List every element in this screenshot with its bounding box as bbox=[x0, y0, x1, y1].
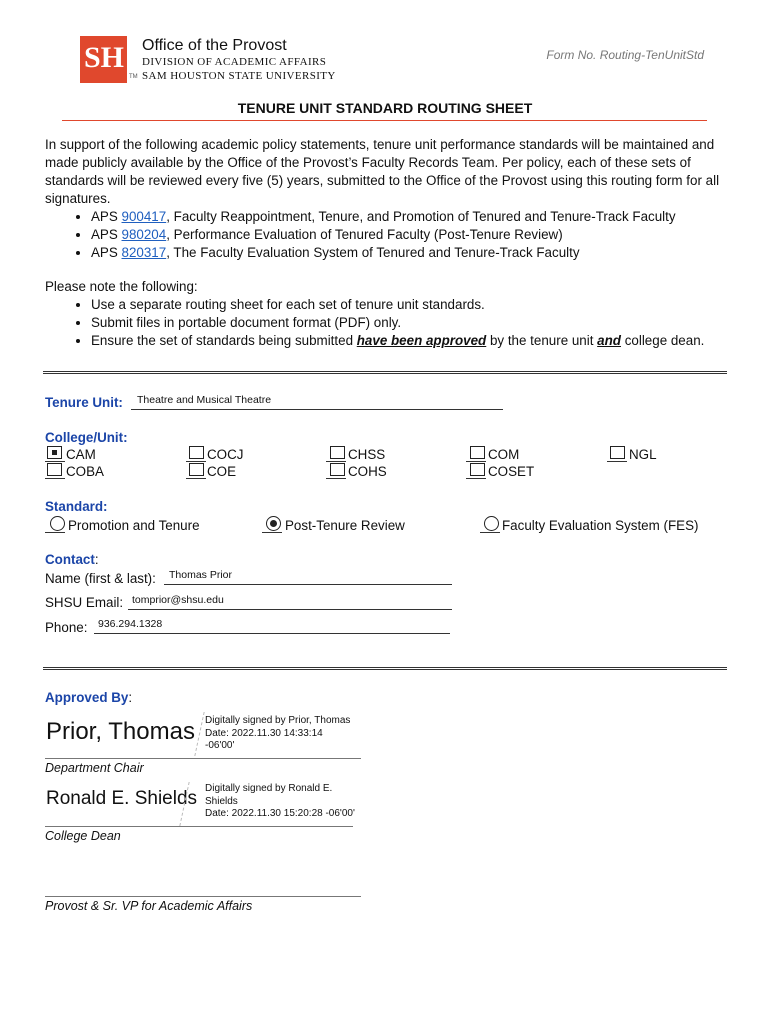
radio-underline bbox=[45, 532, 65, 533]
role-department-chair: Department Chair bbox=[45, 761, 144, 775]
signature-line-dean bbox=[45, 826, 353, 827]
note-item bbox=[91, 332, 725, 350]
policy-text: , Faculty Reappointment, Tenure, and Promotion of Tenured and Tenure-Track Faculty bbox=[166, 209, 676, 224]
policy-list bbox=[45, 208, 725, 262]
contact-name-value: Thomas Prior bbox=[169, 569, 233, 581]
policy-link-820317[interactable]: 820317 bbox=[121, 245, 167, 260]
org-name: Office of the Provost bbox=[142, 37, 287, 54]
policy-prefix: APS bbox=[91, 227, 122, 242]
contact-label: Contact bbox=[45, 552, 95, 567]
note-emphasis: have been approved bbox=[356, 333, 487, 348]
tenure-unit-field[interactable] bbox=[131, 395, 503, 410]
contact-name-field[interactable] bbox=[164, 570, 452, 585]
label-promotion-tenure: Promotion and Tenure bbox=[68, 518, 200, 533]
page-title: TENURE UNIT STANDARD ROUTING SHEET bbox=[237, 100, 533, 116]
policy-item bbox=[91, 244, 725, 262]
checkbox-chss[interactable] bbox=[330, 446, 345, 459]
contact-colon: : bbox=[94, 552, 99, 567]
tenure-unit-label: Tenure Unit: bbox=[45, 395, 123, 410]
notes-section bbox=[45, 278, 725, 350]
contact-email-value: tomprior@shsu.edu bbox=[132, 594, 224, 606]
signature-line: Shields bbox=[205, 795, 238, 807]
notes-list bbox=[45, 296, 725, 350]
contact-phone-label: Phone: bbox=[45, 620, 88, 635]
contact-phone-field[interactable] bbox=[94, 619, 450, 634]
checkbox-coe[interactable] bbox=[189, 463, 204, 476]
note-emphasis-and: and bbox=[597, 333, 621, 348]
intro-paragraph: In support of the following academic policy statements, tenure unit performance standards will be maintained and made publicly available by the Office of the Provost’s Faculty Records Team. Per policy, each of these sets of standards will be reviewed every five (5) years, submitted to the Office of the Provost using this routing form for all signatures. bbox=[45, 137, 720, 206]
approved-colon: : bbox=[128, 690, 133, 705]
label-cocj: COCJ bbox=[207, 447, 244, 462]
policy-item bbox=[91, 208, 725, 226]
org-university: SAM HOUSTON STATE UNIVERSITY bbox=[142, 70, 336, 82]
signature-line: Date: 2022.11.30 14:33:14 bbox=[205, 727, 323, 739]
contact-email-field[interactable] bbox=[128, 595, 452, 610]
radio-fes[interactable] bbox=[484, 516, 499, 531]
checkbox-underline bbox=[186, 461, 206, 462]
policy-text: , Performance Evaluation of Tenured Faculty (Post-Tenure Review) bbox=[166, 227, 563, 242]
checkbox-cam[interactable] bbox=[47, 446, 62, 459]
role-provost: Provost & Sr. VP for Academic Affairs bbox=[45, 899, 253, 913]
label-coe: COE bbox=[207, 464, 237, 479]
logo-letters: SH bbox=[84, 41, 125, 74]
policy-text: , The Faculty Evaluation System of Tenured and Tenure-Track Faculty bbox=[166, 245, 580, 260]
college-unit-label: College/Unit: bbox=[45, 430, 128, 445]
note-text: college dean. bbox=[620, 333, 705, 348]
digital-signature-chair bbox=[205, 715, 350, 753]
contact-phone-value: 936.294.1328 bbox=[98, 618, 163, 630]
form-number: Form No. Routing-TenUnitStd bbox=[546, 48, 704, 62]
checkbox-ngl[interactable] bbox=[610, 446, 625, 459]
label-cohs: COHS bbox=[348, 464, 387, 479]
section-divider bbox=[43, 371, 727, 374]
checkbox-underline bbox=[186, 478, 206, 479]
label-cam: CAM bbox=[66, 447, 96, 462]
contact-heading bbox=[45, 552, 99, 567]
section-divider bbox=[43, 667, 727, 670]
signature-name-chair[interactable]: Prior, Thomas bbox=[46, 718, 195, 745]
notes-heading: Please note the following: bbox=[45, 279, 198, 294]
signature-line: -06'00' bbox=[205, 740, 235, 751]
checkbox-cohs[interactable] bbox=[330, 463, 345, 476]
note-item: • Submit files in portable document format (PDF) only. bbox=[91, 314, 725, 332]
radio-underline bbox=[480, 532, 500, 533]
digital-signature-dean bbox=[205, 783, 355, 821]
signature-line-provost[interactable] bbox=[45, 896, 361, 897]
policy-link-900417[interactable]: 900417 bbox=[121, 209, 167, 224]
checkbox-underline bbox=[466, 461, 486, 462]
signature-name-dean[interactable]: Ronald E. Shields bbox=[46, 788, 198, 809]
checkbox-coset[interactable] bbox=[470, 463, 485, 476]
checkbox-com[interactable] bbox=[470, 446, 485, 459]
checkbox-cocj[interactable] bbox=[189, 446, 204, 459]
policy-prefix: APS bbox=[91, 245, 122, 260]
university-logo bbox=[80, 36, 127, 83]
checkbox-underline bbox=[607, 461, 627, 462]
checkbox-coba[interactable] bbox=[47, 463, 62, 476]
radio-post-tenure-review[interactable] bbox=[266, 516, 281, 531]
checkbox-underline bbox=[466, 478, 486, 479]
label-fes: Faculty Evaluation System (FES) bbox=[502, 518, 699, 533]
approved-heading bbox=[45, 690, 132, 705]
trademark-mark: TM bbox=[129, 74, 138, 80]
approved-label: Approved By bbox=[45, 690, 129, 705]
note-item: • Use a separate routing sheet for each set of tenure unit standards. bbox=[91, 296, 725, 314]
tenure-unit-value: Theatre and Musical Theatre bbox=[137, 394, 272, 406]
radio-promotion-tenure[interactable] bbox=[50, 516, 65, 531]
radio-underline bbox=[262, 532, 282, 533]
policy-item bbox=[91, 226, 725, 244]
contact-email-label: SHSU Email: bbox=[45, 595, 124, 610]
signature-line-chair bbox=[45, 758, 361, 759]
label-coset: COSET bbox=[488, 464, 535, 479]
policy-link-980204[interactable]: 980204 bbox=[121, 227, 167, 242]
policy-prefix: APS bbox=[91, 209, 122, 224]
note-text: Ensure the set of standards being submitted bbox=[91, 333, 357, 348]
standard-label: Standard: bbox=[45, 499, 108, 514]
signature-line: Date: 2022.11.30 15:20:28 -06'00' bbox=[205, 808, 355, 819]
label-ngl: NGL bbox=[629, 447, 657, 462]
checkbox-underline bbox=[326, 461, 346, 462]
label-post-tenure-review: Post-Tenure Review bbox=[285, 518, 405, 533]
signature-line: Digitally signed by Ronald E. bbox=[205, 783, 333, 794]
role-college-dean: College Dean bbox=[45, 829, 121, 843]
intro-section bbox=[45, 136, 725, 262]
signature-line: Digitally signed by Prior, Thomas bbox=[205, 715, 351, 726]
org-division: DIVISION OF ACADEMIC AFFAIRS bbox=[142, 56, 327, 68]
contact-name-label: Name (first & last): bbox=[45, 571, 156, 586]
title-divider bbox=[62, 120, 707, 121]
checkbox-underline bbox=[326, 478, 346, 479]
checkbox-underline bbox=[45, 461, 65, 462]
label-coba: COBA bbox=[66, 464, 104, 479]
note-text: by the tenure unit bbox=[486, 333, 598, 348]
label-com: COM bbox=[488, 447, 520, 462]
label-chss: CHSS bbox=[348, 447, 386, 462]
checkbox-underline bbox=[45, 478, 65, 479]
